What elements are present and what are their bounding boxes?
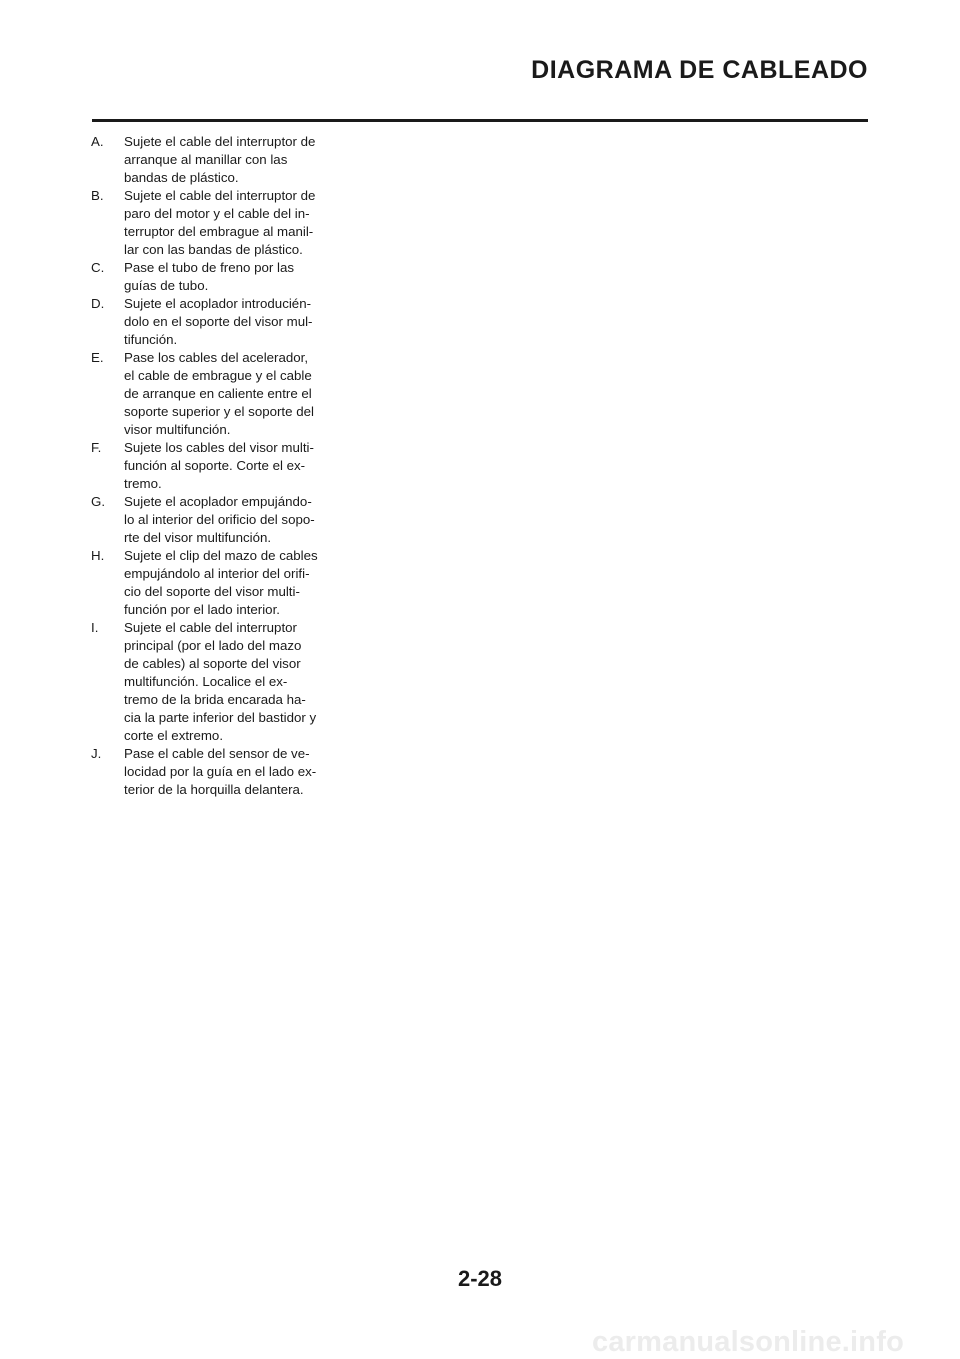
instruction-text: [124, 349, 341, 439]
instruction-line: terruptor del embrague al manil-: [124, 224, 314, 239]
instruction-line: Pase el tubo de freno por las: [124, 260, 295, 275]
instruction-line: empujándolo al interior del orifi-: [124, 566, 310, 581]
instruction-line: corte el extremo.: [124, 728, 224, 743]
instruction-text: [124, 547, 341, 619]
instruction-item: [91, 187, 341, 259]
instruction-letter: E.: [91, 350, 104, 365]
instruction-item: [91, 619, 341, 745]
instruction-line: bandas de plástico.: [124, 170, 239, 185]
instruction-line: lo al interior del orificio del sopo-: [124, 512, 315, 527]
instruction-letter: J.: [91, 746, 102, 761]
instruction-item: [91, 439, 341, 493]
instruction-line: el cable de embrague y el cable: [124, 368, 312, 383]
instruction-line: principal (por el lado del mazo: [124, 638, 302, 653]
page-number: 2-28: [457, 1266, 503, 1291]
instruction-line: rte del visor multifunción.: [124, 530, 272, 545]
instruction-line: Sujete el clip del mazo de cables: [124, 548, 318, 563]
instruction-line: función por el lado interior.: [124, 602, 280, 617]
instruction-line: de cables) al soporte del visor: [124, 656, 301, 671]
instruction-letter: A.: [91, 134, 104, 149]
instruction-item: [91, 493, 341, 547]
instruction-line: función al soporte. Corte el ex-: [124, 458, 306, 473]
instruction-list: [91, 133, 341, 799]
instruction-letter: F.: [91, 440, 102, 455]
instruction-line: Sujete el acoplador introducién-: [124, 296, 312, 311]
instruction-line: lar con las bandas de plástico.: [124, 242, 303, 257]
watermark-text: carmanualsonline.info: [592, 1326, 904, 1358]
instruction-item: [91, 295, 341, 349]
instruction-text: [124, 619, 341, 745]
instruction-line: tremo.: [124, 476, 162, 491]
instruction-text: [124, 745, 341, 799]
instruction-line: cio del soporte del visor multi-: [124, 584, 300, 599]
title-divider: [92, 119, 868, 122]
instruction-line: Sujete el cable del interruptor de: [124, 188, 316, 203]
instruction-line: Sujete el cable del interruptor de: [124, 134, 316, 149]
instruction-line: dolo en el soporte del visor mul-: [124, 314, 313, 329]
instruction-line: tremo de la brida encarada ha-: [124, 692, 306, 707]
instruction-line: locidad por la guía en el lado ex-: [124, 764, 317, 779]
instruction-text: [124, 259, 341, 295]
instruction-text: [124, 439, 341, 493]
instruction-line: Pase el cable del sensor de ve-: [124, 746, 310, 761]
instruction-line: multifunción. Localice el ex-: [124, 674, 288, 689]
instruction-line: guías de tubo.: [124, 278, 209, 293]
instruction-letter: B.: [91, 188, 104, 203]
instruction-text: [124, 187, 341, 259]
instruction-text: [124, 133, 341, 187]
instruction-line: de arranque en caliente entre el: [124, 386, 312, 401]
instruction-text: [124, 295, 341, 349]
instruction-line: soporte superior y el soporte del: [124, 404, 314, 419]
instruction-item: [91, 133, 341, 187]
instruction-line: tifunción.: [124, 332, 178, 347]
instruction-line: Sujete el cable del interruptor: [124, 620, 297, 635]
instruction-item: [91, 349, 341, 439]
instruction-letter: H.: [91, 548, 105, 563]
instruction-line: paro del motor y el cable del in-: [124, 206, 310, 221]
instruction-letter: D.: [91, 296, 105, 311]
instruction-letter: G.: [91, 494, 106, 509]
instruction-line: Pase los cables del acelerador,: [124, 350, 309, 365]
instruction-letter: I.: [91, 620, 99, 635]
instruction-line: cia la parte inferior del bastidor y: [124, 710, 317, 725]
instruction-line: Sujete los cables del visor multi-: [124, 440, 314, 455]
instruction-item: [91, 547, 341, 619]
page-title: DIAGRAMA DE CABLEADO: [531, 56, 868, 84]
instruction-line: Sujete el acoplador empujándo-: [124, 494, 312, 509]
instruction-line: visor multifunción.: [124, 422, 231, 437]
instruction-text: [124, 493, 341, 547]
instruction-line: arranque al manillar con las: [124, 152, 288, 167]
instruction-item: [91, 259, 341, 295]
instruction-line: terior de la horquilla delantera.: [124, 782, 304, 797]
instruction-item: [91, 745, 341, 799]
instruction-letter: C.: [91, 260, 105, 275]
